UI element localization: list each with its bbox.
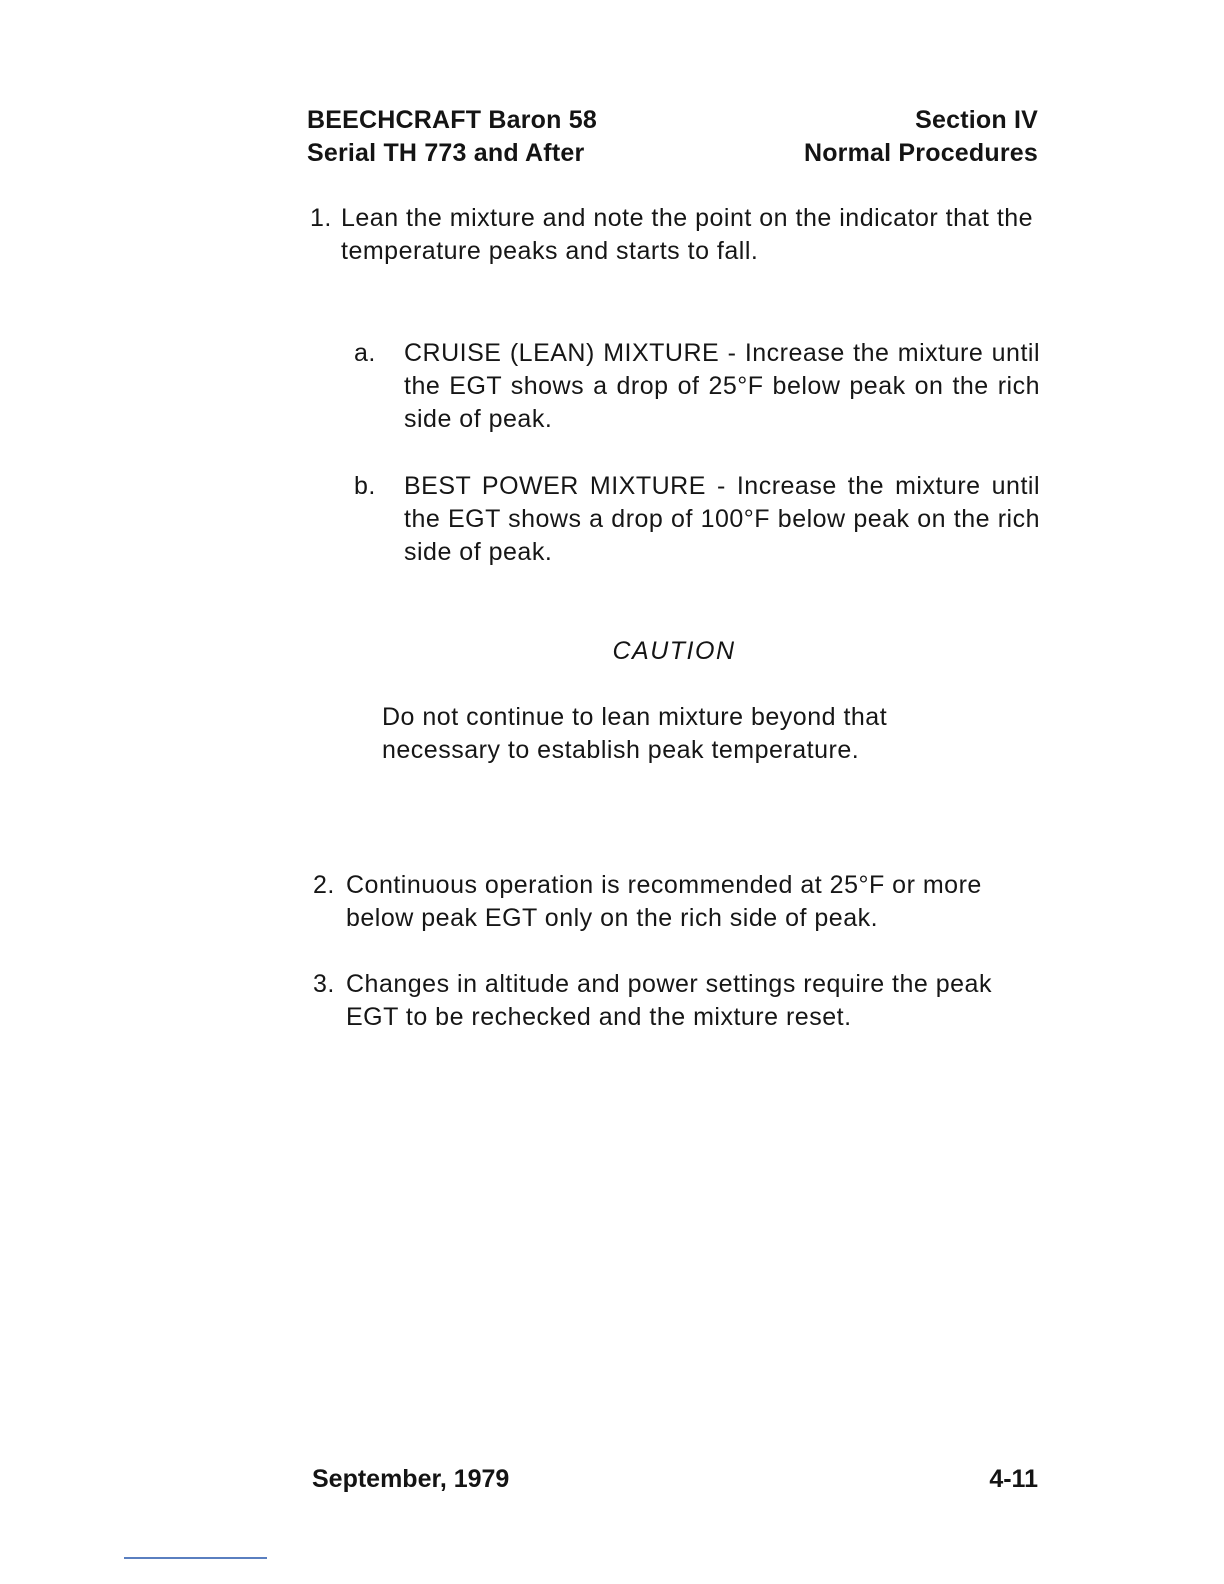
step-number: 1. xyxy=(310,204,332,232)
page-number: 4-11 xyxy=(989,1465,1038,1493)
revision-date: September, 1979 xyxy=(312,1465,510,1493)
step-number: 3. xyxy=(313,970,335,998)
substep-a xyxy=(354,337,1040,436)
serial-range: Serial TH 773 and After xyxy=(307,139,585,167)
substep-letter: b. xyxy=(354,472,376,500)
procedure-step-1 xyxy=(310,202,1040,268)
procedure-step-2 xyxy=(313,869,1040,935)
step-text: Lean the mixture and note the point on the indicator that the temperature peaks and starts to fall. xyxy=(341,204,1034,265)
substep-b xyxy=(354,470,1040,569)
section-title: Normal Procedures xyxy=(803,139,1038,167)
procedure-step-3 xyxy=(313,968,1040,1034)
caution-heading: CAUTION xyxy=(612,637,736,665)
substep-letter: a. xyxy=(354,339,376,367)
step-text: Continuous operation is recommended at 25°F or more below peak EGT only on the rich side of peak. xyxy=(346,871,982,932)
section-number: Section IV xyxy=(915,106,1038,134)
substep-text: BEST POWER MIXTURE - Increase the mixture until the EGT shows a drop of 100°F below peak on the rich side of peak. xyxy=(404,472,1040,566)
running-header-left xyxy=(307,104,597,170)
aircraft-model: BEECHCRAFT Baron 58 xyxy=(307,106,597,134)
substep-text: CRUISE (LEAN) MIXTURE - Increase the mixture until the EGT shows a drop of 25°F below peak on the rich side of peak. xyxy=(404,339,1040,433)
step-text: Changes in altitude and power settings require the peak EGT to be rechecked and the mixture reset. xyxy=(346,970,992,1031)
running-header-right xyxy=(780,104,1038,170)
caution-text: Do not continue to lean mixture beyond that necessary to establish peak temperature. xyxy=(382,703,888,764)
scan-artifact-rule xyxy=(124,1557,267,1559)
step-number: 2. xyxy=(313,871,335,899)
